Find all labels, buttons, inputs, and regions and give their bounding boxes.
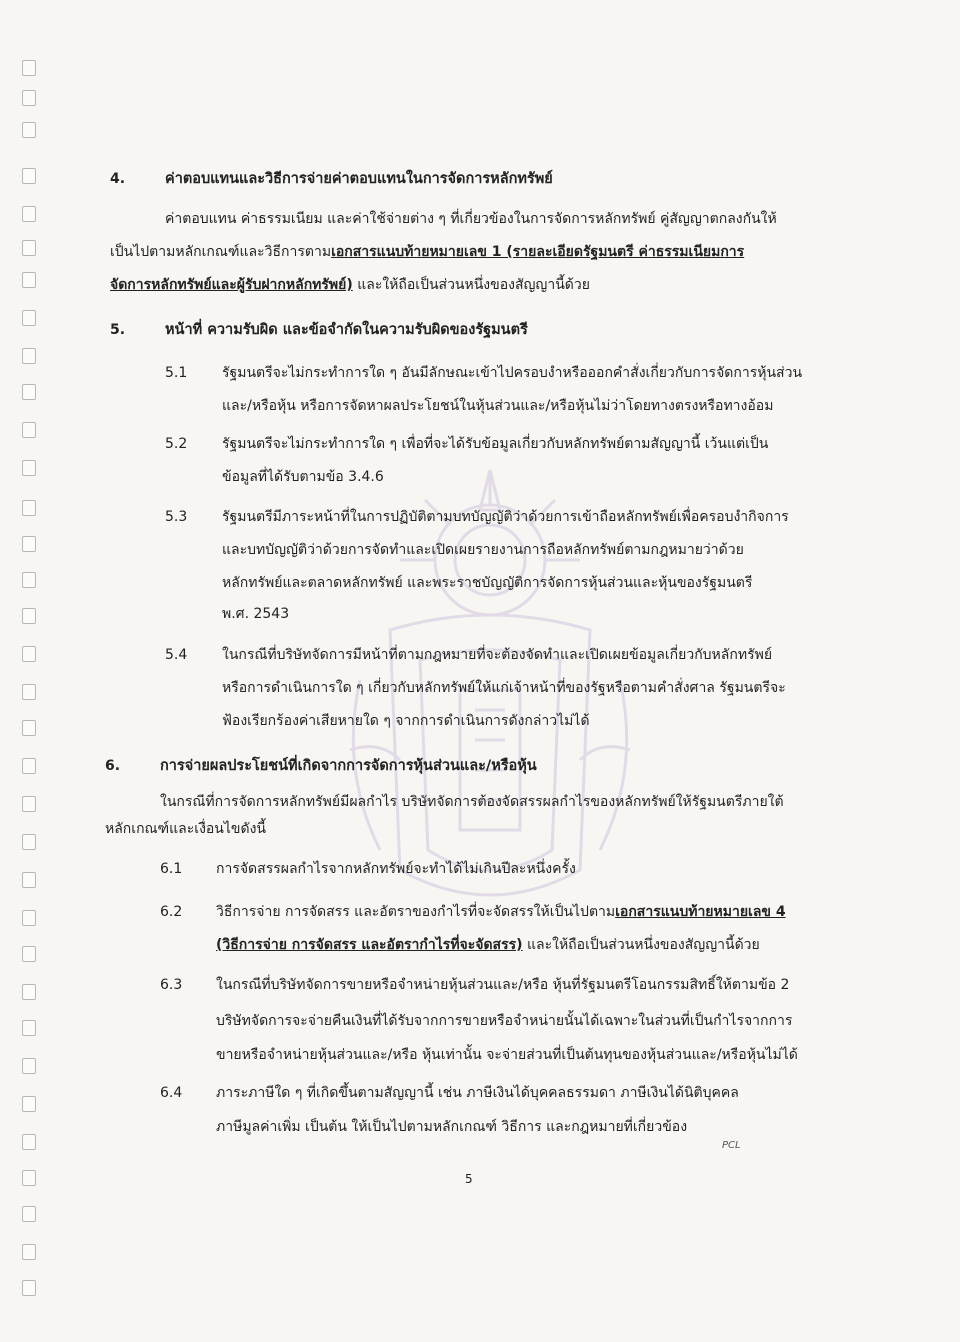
- item-5-2-line: ข้อมูลที่ได้รับตามข้อ 3.4.6: [222, 469, 384, 485]
- section-5-number: 5.: [110, 322, 126, 338]
- item-5-1-number: 5.1: [165, 365, 188, 381]
- item-6-1-number: 6.1: [160, 861, 183, 877]
- item-5-4-line: หรือการดำเนินการใด ๆ เกี่ยวกับหลักทรัพย์ให้แก่เจ้าหน้าที่ของรัฐหรือตามคำสั่งศาล รัฐมนตรีจะ: [222, 680, 786, 696]
- item-6-3-line: ในกรณีที่บริษัทจัดการขายหรือจำหน่ายหุ้นส่วนและ/หรือ หุ้นที่รัฐมนตรีโอนกรรมสิทธิ์ให้ตามข้อ 2: [216, 977, 790, 993]
- attachment-4-reference: (วิธีการจ่าย การจัดสรร และอัตรากำไรที่จะจัดสรร): [216, 937, 523, 953]
- item-5-3-line: และบทบัญญัติว่าด้วยการจัดทำและเปิดเผยรายงานการถือหลักทรัพย์ตามกฎหมายว่าด้วย: [222, 542, 744, 558]
- binder-holes: [22, 60, 42, 1310]
- section-6-title: การจ่ายผลประโยชน์ที่เกิดจากการจัดการหุ้นส่วนและ/หรือหุ้น: [160, 758, 537, 774]
- section-4-paragraph-line: ค่าตอบแทน ค่าธรรมเนียม และค่าใช้จ่ายต่าง ๆ ที่เกี่ยวข้องในการจัดการหลักทรัพย์ คู่สัญญาตกลงกันให้: [165, 211, 777, 227]
- item-5-2-line: รัฐมนตรีจะไม่กระทำการใด ๆ เพื่อที่จะได้รับข้อมูลเกี่ยวกับหลักทรัพย์ตามสัญญานี้ เว้นแต่เป็น: [222, 436, 769, 452]
- item-6-2-line: วิธีการจ่าย การจัดสรร และอัตราของกำไรที่จะจัดสรรให้เป็นไปตามเอกสารแนบท้ายหมายเลข 4: [216, 904, 786, 920]
- item-6-2-line: (วิธีการจ่าย การจัดสรร และอัตรากำไรที่จะจัดสรร) และให้ถือเป็นส่วนหนึ่งของสัญญานี้ด้วย: [216, 937, 760, 953]
- section-4-paragraph-line: เป็นไปตามหลักเกณฑ์และวิธีการตามเอกสารแนบท้ายหมายเลข 1 (รายละเอียดรัฐมนตรี ค่าธรรมเนียมการ: [110, 244, 745, 260]
- attachment-4-reference: เอกสารแนบท้ายหมายเลข 4: [615, 904, 786, 920]
- item-6-1-line: การจัดสรรผลกำไรจากหลักทรัพย์จะทำได้ไม่เกินปีละหนึ่งครั้ง: [216, 861, 576, 877]
- item-5-4-line: ฟ้องเรียกร้องค่าเสียหายใด ๆ จากการดำเนินการดังกล่าวไม่ได้: [222, 713, 590, 729]
- section-4-title: ค่าตอบแทนและวิธีการจ่ายค่าตอบแทนในการจัดการหลักทรัพย์: [165, 171, 553, 187]
- item-5-1-line: และ/หรือหุ้น หรือการจัดหาผลประโยชน์ในหุ้นส่วนและ/หรือหุ้นไม่ว่าโดยทางตรงหรือทางอ้อม: [222, 398, 774, 414]
- signature-initials: PCL: [722, 1140, 741, 1151]
- section-6-number: 6.: [105, 758, 121, 774]
- item-6-4-line: ภาระภาษีใด ๆ ที่เกิดขึ้นตามสัญญานี้ เช่น ภาษีเงินได้บุคคลธรรมดา ภาษีเงินได้นิติบุคคล: [216, 1085, 739, 1101]
- item-6-4-line: ภาษีมูลค่าเพิ่ม เป็นต้น ให้เป็นไปตามหลักเกณฑ์ วิธีการ และกฎหมายที่เกี่ยวข้อง: [216, 1119, 688, 1135]
- item-6-3-line: ขายหรือจำหน่ายหุ้นส่วนและ/หรือ หุ้นเท่านั้น จะจ่ายส่วนที่เป็นต้นทุนของหุ้นส่วนและ/หรือหุ้นไม่ได้: [216, 1047, 798, 1063]
- item-6-4-number: 6.4: [160, 1085, 183, 1101]
- item-6-2-number: 6.2: [160, 904, 183, 920]
- item-5-1-line: รัฐมนตรีจะไม่กระทำการใด ๆ อันมีลักษณะเข้าไปครอบงำหรือออกคำสั่งเกี่ยวกับการจัดการหุ้นส่วน: [222, 365, 803, 381]
- section-4-paragraph-line: จัดการหลักทรัพย์และผู้รับฝากหลักทรัพย์) และให้ถือเป็นส่วนหนึ่งของสัญญานี้ด้วย: [110, 277, 590, 293]
- attachment-1-reference: เอกสารแนบท้ายหมายเลข 1 (รายละเอียดรัฐมนตรี ค่าธรรมเนียมการ: [331, 244, 745, 260]
- section-6-paragraph-line: ในกรณีที่การจัดการหลักทรัพย์มีผลกำไร บริษัทจัดการต้องจัดสรรผลกำไรของหลักทรัพย์ให้รัฐมนตรีภายใต้: [160, 794, 784, 810]
- item-5-2-number: 5.2: [165, 436, 188, 452]
- item-5-4-line: ในกรณีที่บริษัทจัดการมีหน้าที่ตามกฎหมายที่จะต้องจัดทำและเปิดเผยข้อมูลเกี่ยวกับหลักทรัพย์: [222, 647, 773, 663]
- page-number: 5: [465, 1172, 473, 1186]
- item-5-3-number: 5.3: [165, 509, 188, 525]
- section-5-title: หน้าที่ ความรับผิด และข้อจำกัดในความรับผิดของรัฐมนตรี: [165, 322, 528, 338]
- section-4-number: 4.: [110, 171, 126, 187]
- item-5-4-number: 5.4: [165, 647, 188, 663]
- attachment-1-reference: จัดการหลักทรัพย์และผู้รับฝากหลักทรัพย์): [110, 277, 353, 293]
- item-5-3-line: พ.ศ. 2543: [222, 606, 290, 622]
- item-5-3-line: รัฐมนตรีมีภาระหน้าที่ในการปฏิบัติตามบทบัญญัติว่าด้วยการเข้าถือหลักทรัพย์เพื่อครอบงำกิจการ: [222, 509, 789, 525]
- item-5-3-line: หลักทรัพย์และตลาดหลักทรัพย์ และพระราชบัญญัติการจัดการหุ้นส่วนและหุ้นของรัฐมนตรี: [222, 575, 753, 591]
- item-6-3-number: 6.3: [160, 977, 183, 993]
- item-6-3-line: บริษัทจัดการจะจ่ายคืนเงินที่ได้รับจากการขายหรือจำหน่ายนั้นได้เฉพาะในส่วนที่เป็นกำไรจากการ: [216, 1013, 793, 1029]
- section-6-paragraph-line: หลักเกณฑ์และเงื่อนไขดังนี้: [105, 821, 266, 837]
